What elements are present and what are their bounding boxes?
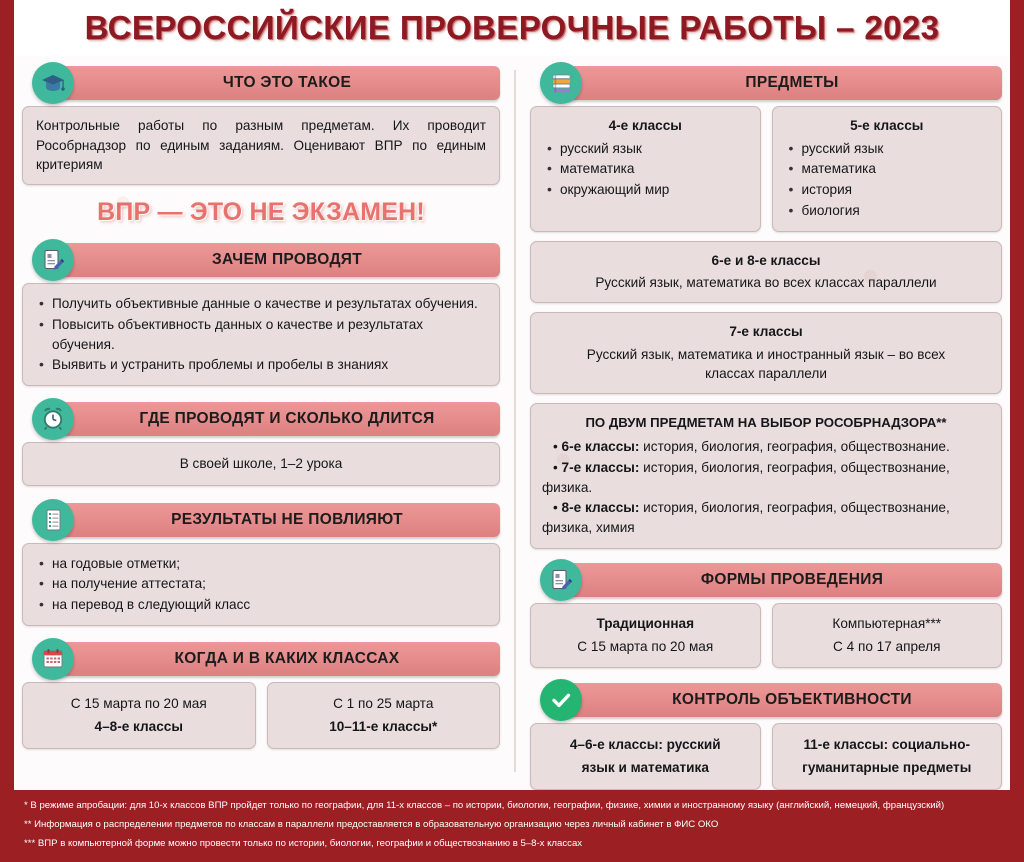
objectivity-card bbox=[530, 723, 761, 789]
section-title: ЗАЧЕМ ПРОВОДЯТ bbox=[211, 251, 362, 269]
list-item bbox=[542, 498, 990, 537]
when-card-grades: 4–8-е классы bbox=[94, 719, 183, 735]
section-header-when bbox=[56, 642, 500, 676]
grade-detail: Русский язык, математика во всех классах параллели bbox=[595, 275, 937, 291]
footnote: ** Информация о распределении предметов по классам в параллели предоставляется в образовательную организацию через личный кабинет в ФИС ОКО bbox=[24, 818, 719, 830]
list-item: • на годовые отметки; bbox=[36, 554, 486, 574]
section-title: ГДЕ ПРОВОДЯТ И СКОЛЬКО ДЛИТСЯ bbox=[139, 409, 435, 427]
forms-card-dates: С 15 марта по 20 мая bbox=[577, 639, 714, 655]
section-title: ЧТО ЭТО ТАКОЕ bbox=[222, 74, 352, 91]
choice-grade: 6-е классы: bbox=[561, 439, 640, 455]
objectivity-card bbox=[772, 723, 1003, 789]
subjects-grade7-panel bbox=[530, 312, 1002, 394]
forms-card-type: Компьютерная*** bbox=[832, 615, 942, 631]
choice-subjects: история, биология, география, обществознание. bbox=[639, 439, 950, 455]
calendar-icon bbox=[32, 638, 74, 680]
objectivity-cards-row bbox=[530, 723, 1002, 789]
list-item: • Повысить объективность данных о качестве и результатах обучения. bbox=[36, 315, 486, 354]
section-header-results bbox=[56, 503, 500, 537]
list-item: • на получение аттестата; bbox=[36, 574, 486, 594]
list-item bbox=[542, 437, 990, 457]
forms-card-type: Традиционная bbox=[596, 615, 695, 631]
page-title: ВСЕРОССИЙСКИЕ ПРОВЕРОЧНЫЕ РАБОТЫ – 2023 bbox=[84, 9, 940, 46]
list-item: • Выявить и устранить проблемы и пробелы в знаниях bbox=[36, 355, 486, 375]
bullet-glyph: • bbox=[553, 500, 558, 516]
choice-list bbox=[542, 437, 990, 538]
grade-detail: Русский язык, математика и иностранный язык – во всех классах параллели bbox=[586, 346, 946, 382]
when-card-dates: С 1 по 25 марта bbox=[333, 695, 434, 711]
bullet-glyph: • bbox=[553, 439, 558, 455]
section-header-objectivity bbox=[564, 683, 1002, 717]
forms-card bbox=[772, 603, 1003, 668]
why-list bbox=[36, 294, 486, 375]
list-item: • окружающий мир bbox=[544, 180, 747, 200]
choice-grade: 7-е классы: bbox=[561, 459, 640, 475]
list-item: • математика bbox=[786, 159, 989, 179]
when-card-dates: С 15 марта по 20 мая bbox=[70, 695, 207, 711]
objectivity-card-line1: 11-е классы: социально- bbox=[803, 737, 971, 753]
right-red-rail bbox=[1010, 0, 1024, 835]
forms-card-dates: С 4 по 17 апреля bbox=[833, 639, 941, 655]
grade-title: 6-е и 8-е классы bbox=[711, 252, 821, 268]
section-title: РЕЗУЛЬТАТЫ НЕ ПОВЛИЯЮТ bbox=[171, 510, 403, 528]
section-title: ФОРМЫ ПРОВЕДЕНИЯ bbox=[700, 570, 884, 588]
subjects-grade68-panel bbox=[530, 241, 1002, 303]
objectivity-card-line1: 4–6-е классы: русский bbox=[569, 737, 721, 753]
grade5-subject-list bbox=[786, 139, 989, 221]
grade-title: 5-е классы bbox=[850, 118, 924, 133]
when-card bbox=[22, 682, 256, 749]
forms-cards-row bbox=[530, 603, 1002, 668]
footnotes-band bbox=[0, 790, 1024, 862]
books-icon bbox=[540, 62, 582, 104]
objectivity-card-line2: гуманитарные предметы bbox=[802, 759, 972, 775]
body-area bbox=[0, 56, 1024, 790]
forms-card bbox=[530, 603, 761, 668]
alarm-clock-icon bbox=[32, 398, 74, 440]
list-item bbox=[542, 458, 990, 497]
document-pen-icon bbox=[32, 239, 74, 281]
section-header-forms bbox=[564, 563, 1002, 597]
list-item: • русский язык bbox=[786, 139, 989, 159]
list-item: • русский язык bbox=[544, 139, 747, 159]
grade4-subject-list bbox=[544, 139, 747, 200]
left-column bbox=[22, 62, 500, 790]
section-header-what-is-it bbox=[56, 66, 500, 100]
section-title: ПРЕДМЕТЫ bbox=[745, 74, 839, 91]
section-header-where bbox=[56, 402, 500, 436]
document-pen-icon bbox=[540, 559, 582, 601]
slogan-text: ВПР — ЭТО НЕ ЭКЗАМЕН! bbox=[97, 198, 425, 227]
choice-title: ПО ДВУМ ПРЕДМЕТАМ НА ВЫБОР РОСОБРНАДЗОРА** bbox=[585, 415, 947, 431]
when-card bbox=[267, 682, 501, 749]
list-item: • биология bbox=[786, 201, 989, 221]
choice-subjects: история, биология, география, обществознание, физика. bbox=[542, 459, 950, 495]
graduation-cap-icon bbox=[32, 62, 74, 104]
left-red-rail bbox=[0, 0, 14, 835]
what-is-it-panel: Контрольные работы по разным предметам. Их проводит Рособрнадзор по единым заданиям. Оценивают ВПР по единым критериям bbox=[22, 106, 500, 185]
grade-title: 7-е классы bbox=[729, 323, 803, 339]
list-item: • история bbox=[786, 180, 989, 200]
list-item: • на перевод в следующий класс bbox=[36, 595, 486, 615]
when-card-grades: 10–11-е классы* bbox=[329, 719, 438, 735]
when-cards-row bbox=[22, 682, 500, 749]
results-list bbox=[36, 554, 486, 615]
subjects-choice-panel bbox=[530, 403, 1002, 549]
subjects-grade-row bbox=[530, 106, 1002, 232]
checklist-icon bbox=[32, 499, 74, 541]
title-band bbox=[0, 0, 1024, 56]
section-title: КОНТРОЛЬ ОБЪЕКТИВНОСТИ bbox=[672, 691, 912, 709]
section-title: КОГДА И В КАКИХ КЛАССАХ bbox=[174, 649, 400, 667]
grade-title: 4-е классы bbox=[608, 118, 682, 133]
footnote: *** ВПР в компьютерной форме можно провести только по истории, биологии, географии и обществознанию в 5–8-х классах bbox=[24, 837, 583, 849]
check-circle-icon bbox=[540, 679, 582, 721]
where-panel: В своей школе, 1–2 урока bbox=[22, 442, 500, 486]
results-panel bbox=[22, 543, 500, 626]
objectivity-card-line2: язык и математика bbox=[581, 759, 709, 775]
choice-subjects: история, биология, география, обществознание, физика, химия bbox=[542, 500, 950, 535]
subjects-grade4-panel bbox=[530, 106, 761, 232]
section-header-subjects bbox=[564, 66, 1002, 100]
why-panel bbox=[22, 283, 500, 386]
right-column bbox=[530, 62, 1002, 790]
subjects-grade5-panel bbox=[772, 106, 1003, 232]
list-item: • Получить объективные данные о качестве и результатах обучения. bbox=[36, 294, 486, 314]
footnote: * В режиме апробации: для 10-х классов ВПР пройдет только по географии, для 11-х классов – по истории, биологии, географии, физике, химии и иностранному языку (английский, немецкий, французский) bbox=[24, 799, 945, 811]
choice-grade: 8-е классы: bbox=[561, 500, 640, 516]
column-divider bbox=[514, 70, 516, 772]
list-item: • математика bbox=[544, 159, 747, 179]
section-header-why bbox=[56, 243, 500, 277]
bullet-glyph: • bbox=[553, 459, 558, 475]
